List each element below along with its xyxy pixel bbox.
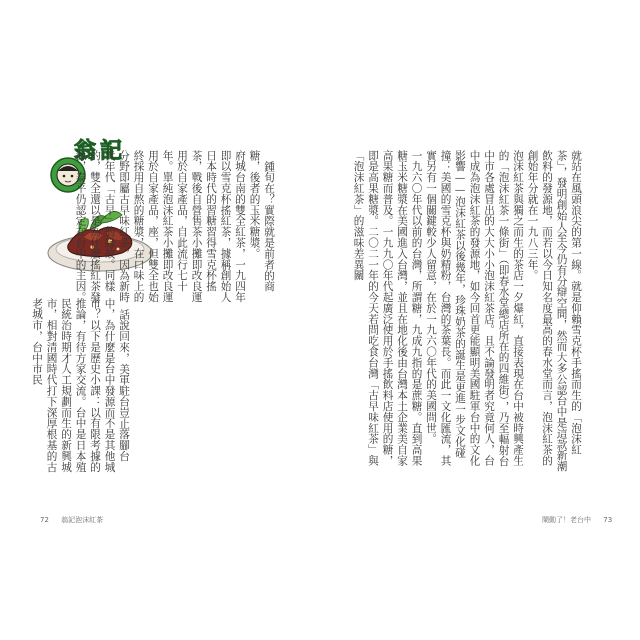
page-number-right: 73 [603, 516, 613, 524]
running-head-right: 鬧動了！老台中 [542, 516, 591, 524]
right-footer [542, 515, 612, 525]
running-head-left: 翁記泡沫紅茶 [61, 516, 104, 524]
left-page-main-text: 鍾旬在？實際就是前者的商糖，後者的玉米糖漿。 府城台南的雙全紅茶，一九四年即以雪克杯搖紅茶，據稱創始人日本時代的習糖習得雪克杯搖茶，戰後自營售茶小攤即改良運用於自家產品，自此流行七十年。單純泡沫紅茶小攤即改良運用於自家產品，座，但雙全也始終採用自熬的糖漿，在口味上的分野即屬古早味紅茶，因為新時代年代「古早」的緣故。同樣的，雙全還以是為什麼搖紅茶發源，泰平仍認定在台中的主因。 [74, 150, 275, 303]
brand-title: 翁記 [74, 139, 127, 164]
right-page-main-text: 就站在風頭浪尖的第一線。就是仰賴雪克杯手搖而生的「泡沫紅茶」，發明創始人至今仍有分辯空間，然而大多公認台中是這款新潮飲料的發源地，而若以今日知名度最高的春水堂而言，泡沫紅茶的創始年分就在一九八三年。 泡沫紅茶與獨之而生的茶店一夕爆紅，直接表現在台中被時興產生的「泡沫紅茶一條街」（即春水堂總店所在的四維街），乃至輻射台中市各處冒出的大大小小泡沫紅茶店。且不論發明者究竟何人，台中成為泡沫紅茶的發源地，如今回首更能顯明美國駐軍台中的文化影響——泡沫紅茶以後幾年，珍珠奶茶的誕生是更進一步文化碰撞：美國的雪克杯與奶精粉，台灣的茶葉長。而此一文化匯流，其實另有一個關鍵較少人留意，在於一九六〇年代的美國問世。 一九六〇年代以前的台灣，所謂糖，九成九指的是蔗糖。直到高果糖玉米糖漿在美國進入台灣，並且在地化後由台灣本土企業美自家高果糖而普及。一九九〇年代起廣泛使用於手搖飲料店使用的糖，即是高果糖漿。二〇二一年的今天若問吃食台灣「古早味紅茶」與「泡沫紅茶」的滋味差異關 [352, 150, 582, 472]
left-page-side-text: 話說回來，美軍駐台豈止落腳台中，為什麼是台中發源而不是其他城市？以下是歷史小課：以有限考據的推論，有待方家交流。台中是日本殖民統治時期才人工規劃而生的新興城市，相對清國時代打下深厚根基的古老城市，台中市民 [31, 298, 130, 473]
left-footer [40, 515, 103, 525]
page-number-left: 72 [40, 516, 49, 524]
